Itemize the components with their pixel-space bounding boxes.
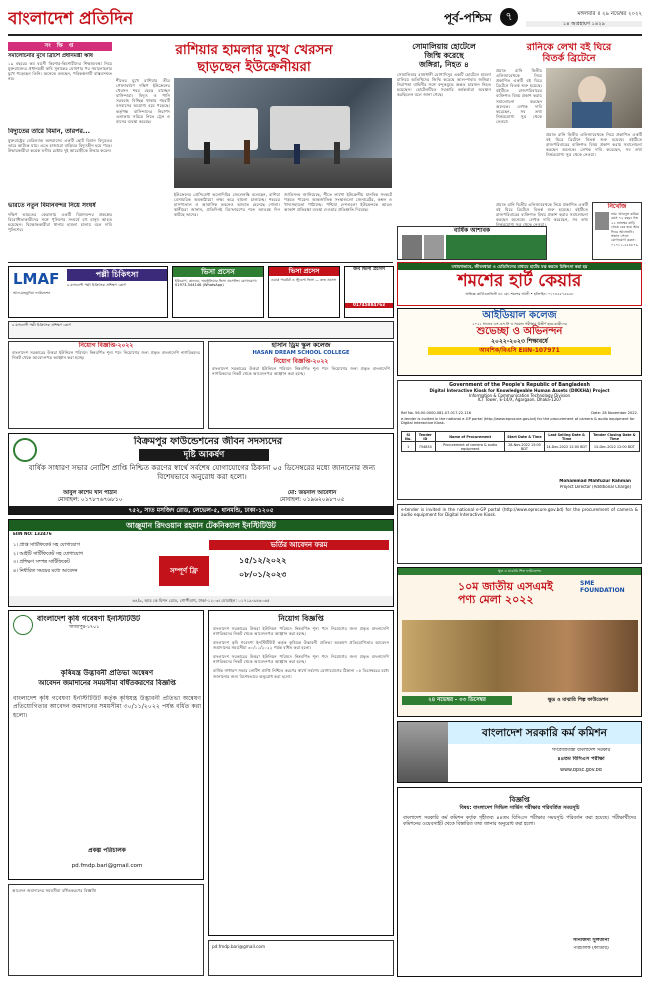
anjuman-step: ১। প্রাপ্ত সার্টিফিকেট সহ যোগাযোগ <box>13 543 80 548</box>
bikrampur-address: ৭৫২, সাত মসজিদ রোড, লেভেল-৫, ধানমন্ডি, ঢাকা-১২০৫ <box>9 506 393 515</box>
krishi-title: বাংলাদেশ কৃষি গবেষণা ইনস্টিটিউট <box>37 615 141 623</box>
bikrampur-name2: মো: জয়নাল আবেদীন <box>287 490 337 496</box>
anjuman-ad <box>8 519 394 607</box>
anniversary-photo <box>402 235 422 259</box>
anjuman-admit: ভর্তির আবেদন ফরম <box>209 540 389 550</box>
lead-text: ইউক্রেনের প্রেসিডেন্ট ভলোদিমির জেলেনস্কি বলেছেন, রাশিয়া বেসামরিক অবকাঠামো লক্ষ্য করে হামলা চালাচ্ছে। শহরের হাসপাতাল ও আবাসিক ভবনেও আঘাত হেনেছে গোলা। স্থানীয়রা জানান, প্রতিদিনই বিস্ফোরণের শব্দে আতঙ্কে দিন কাটছে তাদের। <box>174 192 280 218</box>
krishi-signatory: প্রকল্প পরিচালক <box>88 847 126 854</box>
anjuman-date2: ০৮/০১/২০২৩ <box>239 570 287 579</box>
school-title-en: HASAN DREAM SCHOOL COLLEGE <box>252 349 350 356</box>
gov-title: Government of the People's Republic of Bangladesh <box>449 383 590 388</box>
job-notice-title: নিয়োগ বিজ্ঞপ্তি <box>278 614 324 623</box>
psc-photo <box>398 722 448 782</box>
psc-banner <box>397 721 642 783</box>
sme-logo: SME FOUNDATION <box>580 580 625 595</box>
psc-text: বাংলাদেশ সরকারি কর্ম কমিশন কর্তৃক গৃহীতব্য ৪৪তম বিসিএস পরীক্ষার সময়সূচি পরিবর্তন করা হয়েছে। পরীক্ষার্থীদের কমিশনের ওয়েবসাইট থেকে বিস্তারিত তথ্য জানার অনুরোধ করা হলো। <box>403 816 636 828</box>
gov-signatory-title: Project Director (Additional Charge) <box>559 485 631 489</box>
gov-cell: 754834 <box>415 442 435 452</box>
gov-col: Sl No. <box>402 432 416 442</box>
bottom-left-ad <box>8 884 204 976</box>
recruitment-text: বাংলাদেশ সরকারের উত্তরা ইউনিয়ন পরিষদে নিম্নবর্ণিত শূন্য পদে নিয়োগের জন্য প্রকৃত বাংলাদেশি নাগরিকদের নিকট থেকে আবেদনপত্র আহ্বান করা হচ্ছে। <box>12 350 200 361</box>
section-rule <box>8 262 393 263</box>
visa-title: ভিসা প্রসেস <box>173 267 263 277</box>
psc-web: www.bpsc.gov.bd <box>560 768 602 773</box>
school-text: বাংলাদেশ সরকারের উত্তরা ইউনিয়ন পরিষদে নিম্নবর্ণিত শূন্য পদে নিয়োগের জন্য প্রকৃত বাংলাদেশি নাগরিকদের নিকট থেকে আবেদনপত্র আহ্বান করা হচ্ছে। <box>212 365 390 376</box>
job-notice-text-2: বাংলাদেশ কৃষি গবেষণা ইনস্টিটিউট কর্তৃক কৃষিযন্ত্র উদ্ভাবনী প্রতিভা অন্বেষণ প্রতিযোগিতার আবেদন জমাদানের সময়সীমা ৩০/১১/২০২২ পর্যন্ত বর্ধিত করা হলো। <box>213 640 389 651</box>
brief-headline: বিদ্যুতের তারে বিমান, তারপর... <box>8 128 90 135</box>
krishi-notice <box>8 610 204 880</box>
section-title: পূর্ব-পশ্চিম <box>444 11 492 25</box>
queen-text-2: প্রয়াত রানি দ্বিতীয় এলিজাবেথকে নিয়ে প্রকাশিত একটি বই ঘিরে ব্রিটেনে বিতর্ক শুরু হয়েছে। বইটিতে রাজপরিবারের ব্যক্তিগত বিষয় প্রকাশ করায় সমালোচনা করছেন অনেকে। লেখক দাবি করেছেন, সব তথ্য নির্ভরযোগ্য সূত্র থেকে নেওয়া। <box>546 132 642 158</box>
psc-title: বাংলাদেশ সরকারি কর্ম কমিশন <box>448 722 641 744</box>
somalia-headline-line3: জঙ্গিরা, নিহত ৪ <box>419 60 469 69</box>
queen-headline-line1: রানিকে লেখা বই ঘিরে <box>526 42 612 53</box>
brief-headline: ভারতে নতুন বিমানবন্দর নিয়ে সংঘর্ষ <box>8 202 96 209</box>
somalia-text: সোমালিয়ার রাজধানী মোগাদিসুর একটি হোটেলে হামলা চালিয়ে অতিথিদের জিম্মি করেছে আল-শাবাব জঙ্গিরা। নিরাপত্তা বাহিনীর সঙ্গে বন্দুকযুদ্ধে অন্তত চারজন নিহত হয়েছেন। হোটেলটিতে সরকারি কর্মকর্তারা অবস্থান করছিলেন বলে জানা গেছে। <box>397 72 491 98</box>
psc-notice <box>397 787 642 977</box>
anniversary-banner <box>446 235 546 259</box>
lead-story <box>116 38 392 258</box>
queen-text-3: প্রয়াত রানি দ্বিতীয় এলিজাবেথকে নিয়ে প্রকাশিত একটি বই ঘিরে ব্রিটেনে বিতর্ক শুরু হয়েছে। বইটিতে রাজপরিবারের ব্যক্তিগত বিষয় প্রকাশ করায় সমালোচনা করছেন অনেকে। লেখক দাবি করেছেন, সব তথ্য নির্ভরযোগ্য সূত্র থেকে নেওয়া। <box>496 202 588 228</box>
bikrampur-phone2: মোবাইল: ০১৯৬২০৯৮৭০৫ <box>279 497 345 503</box>
somalia-headline-line1: সোমালিয়ায় হোটেলে <box>412 42 476 51</box>
gov-cell: 1 <box>402 442 416 452</box>
anjuman-title: আঞ্জুমান রিদওয়ান রহমান টেকনিক্যাল ইনস্টিটিউট <box>9 520 393 531</box>
visa-ad <box>172 266 264 318</box>
gov-col: Start Date & Time <box>505 432 544 442</box>
bikrampur-phone1: মোবাইল: ০১৭৮৭৬৭৬৮১০ <box>57 497 123 503</box>
gov-cell: 14-Dec-2022 12:00 BDT <box>544 442 589 452</box>
classified-text: ৬ মাসব্যাপী পল্লী চিকিৎসক প্রশিক্ষণ কোর্স <box>12 323 71 327</box>
school-recruit: নিয়োগ বিজ্ঞপ্তি-২০২২ <box>273 357 329 365</box>
anjuman-step: ২। আইটি সার্টিফিকেট সহ যোগাযোগ <box>13 551 83 557</box>
queen-text: প্রয়াত রানি দ্বিতীয় এলিজাবেথকে নিয়ে প্রকাশিত একটি বই ঘিরে ব্রিটেনে বিতর্ক শুরু হয়েছে। বইটিতে রাজপরিবারের ব্যক্তিগত বিষয় প্রকাশ করায় সমালোচনা করছেন অনেকে। লেখক দাবি করেছেন, সব তথ্য নির্ভরযোগ্য সূত্র থেকে নেওয়া। <box>496 68 542 124</box>
school-title: হাসান ড্রিম স্কুল কলেজ <box>271 341 331 349</box>
anjuman-steps <box>13 542 163 576</box>
heart-care-ad <box>397 262 642 306</box>
gov-signatory: Mohammad Mahfuzur Rahman <box>559 479 631 483</box>
job-visa-title: জব ভিসা প্রসেস <box>353 267 385 272</box>
heart-sub: অভিজ্ঞ কার্ডিওলজিস্ট ডা. মো. শমশের আলী • হটলাইন: ০১৭৪৫৫৭৫৬৫৮ <box>465 292 574 296</box>
visa-text: ইউরোপ, কানাডা, অস্ট্রেলিয়ার ভিসা প্রসেসিং। যোগাযোগ: 01973-544146 (WhatsApp) <box>175 279 258 288</box>
visa2-ad <box>268 266 340 318</box>
anjuman-full: সম্পূর্ণ ফ্রি <box>159 556 209 586</box>
school-ad <box>208 341 394 429</box>
sme-title: ১০ম জাতীয় এসএমই পণ্য মেলা ২০২২ <box>458 580 553 606</box>
bikrampur-sub: দৃষ্টি আকর্ষণ <box>139 449 269 461</box>
anjuman-eiin: EIIN NO: 132476 <box>13 532 52 536</box>
ideal-congrats: শুভেচ্ছা ও অভিনন্দন <box>476 326 563 338</box>
job-visa-ad <box>344 266 394 318</box>
krishi-email: pd.fmdp.bari@gmail.com <box>71 863 143 869</box>
brief-text: ১৯ বছরের কম বয়সী কিশোর-কিশোরীদের শিক্ষাব্যবস্থা নিয়ে যুক্তরাজ্যের প্রধানমন্ত্রী ঋষি সুনাকের ঘোষণার পর সমালোচনার মুখে পড়েছেন তিনি। অনেকে বলছেন, পরিকল্পনাটি বাস্তবসম্মত নয়। <box>8 61 112 82</box>
job-notice-center <box>208 610 394 936</box>
masthead <box>8 5 642 35</box>
job-visa-phone: 01745884763 <box>345 303 393 308</box>
gov-col: Tender Closing Date & Time <box>589 432 639 442</box>
gov-sub: Digital Interactive Kiosk for Knowledgeable Human Assets (DIKKHA) Project <box>429 387 610 393</box>
gov-notice: e-tender is invited in the national e-GP portal (http://www.eprocure.gov.bd) for the procurement of camera & audio equipment for Digital Interactive Kiosk. <box>401 417 635 426</box>
psc-subject: বিষয়: বাংলাদেশ সিভিল সার্ভিস পরীক্ষার পরিবর্তিত সময়সূচি <box>459 805 580 812</box>
gov-cell: Procurement of camera & audio equipment <box>435 442 504 452</box>
gov-table-row <box>402 442 640 452</box>
palli-sub: ৬ মাসব্যাপী পল্লী চিকিৎসক প্রশিক্ষণ কোর্স <box>67 283 126 287</box>
psc-signatory-title: পরিচালক (ক্যাডার) <box>573 946 609 951</box>
anjuman-step: ৪। নির্ধারিত সময়ের মধ্যে আবেদন <box>13 568 78 574</box>
page-number: ৭ <box>500 8 518 26</box>
queen-photo <box>546 68 642 128</box>
lead-headline-line1: রাশিয়ার হামলার মুখে খেরসন <box>175 42 333 58</box>
anjuman-address: ৬৪/৯, আর কে মিশন রোড, গোপীবাগ, ঢাকা-১২০৩। মোবাইল: ০১৭১৯-৯৪৬০৬৫ <box>9 596 393 606</box>
gov-dept: Information & Communication Technology Division <box>468 392 571 398</box>
gov-ref: Ref No. 56.00.0000.081.07.017.22.116 <box>401 411 472 415</box>
visa2-text: ওয়ার্ক পারমিট ও স্টুডেন্ট ভিসা — দ্রুত প্রসেস <box>271 278 337 282</box>
job-notice-text-3: বাংলাদেশ সরকারের উত্তরা ইউনিয়ন পরিষদে নিম্নবর্ণিত শূন্য পদে নিয়োগের জন্য প্রকৃত বাংলাদেশি নাগরিকদের নিকট থেকে আবেদনপত্র আহ্বান করা হচ্ছে। <box>213 654 389 665</box>
psc-notice-heading: বিজ্ঞপ্তি <box>509 796 530 804</box>
lmaf-sub: আল-মাহমুদিয়া ফাউন্ডেশন <box>13 291 51 295</box>
newspaper-logo: বাংলাদেশ প্রতিদিন <box>8 9 134 29</box>
gov-col: Last Selling Date & Time <box>544 432 589 442</box>
heart-title: শমশের হার্ট কেয়ার <box>457 271 582 291</box>
krishi-notice-heading: কৃষিযন্ত্র উদ্ভাবনী প্রতিভা অন্বেষণ <box>60 669 154 677</box>
recruitment-notice <box>8 341 204 429</box>
date-line: মঙ্গলবার ॥ ২৯ নভেম্বর ২০২২ <box>577 11 642 17</box>
gov-tender <box>397 380 642 500</box>
brief-headline: সমালোচনার মুখে ব্রিটিশ প্রধানমন্ত্রী ঋষি <box>8 53 93 59</box>
missing-person-box <box>592 202 642 260</box>
classified-strip <box>8 321 394 339</box>
briefs-kicker: সং ক্ষি প্ত <box>8 42 112 51</box>
anjuman-step: ৩। প্রশিক্ষণ সম্পন্ন সার্টিফিকেট <box>13 560 70 565</box>
queen-headline <box>496 42 642 64</box>
bikrampur-notice <box>8 433 394 515</box>
krishi-text: বাংলাদেশ কৃষি গবেষণা ইনস্টিটিউট কর্তৃক কৃষিযন্ত্র উদ্ভাবনী প্রতিভা অন্বেষণ প্রতিযোগিতার আবেদন জমাদানের সময়সীমা ৩০/১১/২০২২ পর্যন্ত বর্ধিত করা হলো। <box>13 695 201 719</box>
queen-headline-line2: বিতর্ক ব্রিটেনে <box>542 53 596 64</box>
psc-signatory: সানজিদা সুলতানা <box>572 938 610 943</box>
lead-text: জাতিসংঘ জানিয়েছে, শীতে লাখো ইউক্রেনীয় মানবিক সংকটে পড়তে পারেন। আন্তর্জাতিক সংস্থাগুলো জেনারেটর, কম্বল ও খাদ্যসহায়তা পাঠাচ্ছে। পশ্চিমা দেশগুলো ইউক্রেনকে আরও আকাশ প্রতিরক্ষা ব্যবস্থা দেওয়ার প্রতিশ্রুতি দিয়েছে। <box>284 192 392 213</box>
anjuman-date1: ১৫/১২/২০২২ <box>239 556 287 565</box>
missing-photo <box>595 212 609 230</box>
missing-title: নিখোঁজ <box>607 203 627 210</box>
sme-venue: ক্ষুদ্র ও মাঝারি শিল্প ফাউন্ডেশন <box>547 697 609 703</box>
somalia-headline <box>397 42 491 69</box>
lmaf-logo: LMAF <box>13 271 60 288</box>
anniversary-title: বার্ষিক আশাবক <box>453 227 491 234</box>
center-bottom-text: pd.fmdp.bari@gmail.com <box>212 944 266 949</box>
gov-col: Tender ID <box>415 432 435 442</box>
krishi-logo <box>13 615 33 635</box>
recruitment-heading: নিয়োগ বিজ্ঞপ্তি-২০২২ <box>78 342 134 349</box>
gov-col: Name of Procurement <box>435 432 504 442</box>
bikrampur-logo <box>13 438 37 462</box>
lead-text: শীতের মুখে রাশিয়ার তীব্র গোলাবর্ষণে দক্ষিণ ইউক্রেনের খেরসন শহর ছেড়ে যাচ্ছেন বাসিন্দারা। বিদ্যুৎ ও পানি সরবরাহ বিচ্ছিন্ন থাকায় শহরটি বসবাসের অযোগ্য হয়ে পড়েছে। কর্তৃপক্ষ বাসিন্দাদের নিরাপদ এলাকায় সরিয়ে নিতে ট্রেন ও বাসের ব্যবস্থা করেছে। <box>116 78 170 124</box>
sme-fair-ad <box>397 567 642 717</box>
bottom-left-text: আবেদন জমাদানের সময়সীমা বর্ধিতকরণের বিজ্ঞপ্তি <box>12 888 97 893</box>
krishi-notice-heading2: আবেদন জমাদানের সময়সীমা বর্ধিতকরণের বিজ্ঞপ্তি <box>38 679 176 687</box>
bikrampur-name1: আবুল কাশেম খান পাঠান <box>63 490 117 496</box>
gov-addr: ICT Tower, E-14/X, Agargaon, Dhaka-1207 <box>477 397 562 403</box>
ideal-session: ২০২২-২০২৩ শিক্ষাবর্ষে <box>491 338 548 346</box>
lead-headline-line2: ছাড়ছেন ইউক্রেনীয়রা <box>197 59 311 75</box>
gov-tender-2-text: e-tender is invited in the national e-GP portal (http://www.eprocure.gov.bd) for the procurement of camera & audio equipment for Digital Interactive Kiosk. <box>401 507 638 518</box>
psc-sub: গণপ্রজাতন্ত্রী বাংলাদেশ সরকার <box>551 748 611 753</box>
anniversary-ad <box>397 226 547 260</box>
lead-headline <box>116 42 392 76</box>
ideal-eiin: আবশিক/বিএসি EIIN-107971 <box>428 347 611 354</box>
brief-text: যুক্তরাষ্ট্রের মেরিল্যান্ড অঙ্গরাজ্যে একটি ছোট বিমান বিদ্যুতের তারে আটকে যায়। এতে হাজারো বাড়িঘর বিদ্যুৎহীন হয়ে পড়ে। উদ্ধারকারীরা কয়েক ঘণ্টার চেষ্টায় দুই আরোহীকে উদ্ধার করেন। <box>8 138 112 154</box>
palli-title: পল্লী চিকিৎসা <box>67 269 167 281</box>
masthead-rule <box>8 34 642 36</box>
gov-cell: 15-Dec-2022 12:00 BDT <box>589 442 639 452</box>
sme-header: ক্ষুদ্র ও মাঝারি শিল্প ফাউন্ডেশন <box>398 568 641 575</box>
briefs-column <box>8 42 112 250</box>
brief-text: দক্ষিণ ভারতের কেরালায় একটি বিমানবন্দর প্রকল্পের বিরোধিতাকারীদের সঙ্গে পুলিশের সংঘর্ষে বহু মানুষ আহত হয়েছেন। বিক্ষোভকারীরা থানায় হামলা চালায় বলে দাবি পুলিশের। <box>8 212 112 233</box>
ideal-line: ২০২২ সালের এস.এস.সি ও সমমান পরীক্ষায় উত্তীর্ণ ছাত্র-ছাত্রীদের <box>472 322 567 326</box>
visa2-title: ভিসা প্রসেস <box>269 267 339 276</box>
krishi-sub: গাজীপুর-১৭০১ <box>69 625 100 630</box>
lmaf-ad <box>8 266 168 318</box>
sme-date: ২৪ নভেম্বর - ০৩ ডিসেম্বর <box>402 696 512 705</box>
missing-text: নাম: আবদুল করিম। বয়স ৭২ বছর। গত ২২ নভেম্বর বাড়ি থেকে বের হয়ে আর ফিরে আসেননি। সন্ধান পেলে যোগাযোগ করুন: ০১৭১১-২৫৪৮৭৯ <box>611 212 640 247</box>
gov-tender-2 <box>397 504 642 564</box>
lead-photo-refugees <box>174 78 392 188</box>
bikrampur-title: বিক্রমপুর ফাউন্ডেশনের জীবন সদস্যদের <box>133 436 283 447</box>
job-notice-text: বাংলাদেশ সরকারের উত্তরা ইউনিয়ন পরিষদে নিম্নবর্ণিত শূন্য পদে নিয়োগের জন্য প্রকৃত বাংলাদেশি নাগরিকদের নিকট থেকে আবেদনপত্র আহ্বান করা হচ্ছে। <box>213 625 389 636</box>
gov-table <box>401 431 640 452</box>
ideal-title: আইডিয়াল কলেজ <box>482 310 557 321</box>
ideal-college-ad <box>397 308 642 376</box>
somalia-headline-line2: জিম্মি করেছে <box>424 51 464 60</box>
gov-date: Date: 28 November 2022. <box>591 411 638 415</box>
job-notice-text-4: বার্ষিক সাধারণ সভার নোটিশ প্রাপ্তি নিশ্চিত করণের স্বার্থে সর্বশেষ যোগাযোগের ঠিকানা ০৫ ডিসেম্বরের মধ্যে জানানোর জন্য বিশেষভাবে অনুরোধ করা হলো। <box>213 668 389 679</box>
date-bangla: ১৪ অগ্রহায়ণ ১৪২৯ <box>526 21 642 27</box>
heart-kicker: যথাযথভাবে, জীবনধারা ও মেডিসিনের মাধ্যমে হার্টের যত্ন করতে চিকিৎসা করা হয় <box>398 263 641 270</box>
center-bottom-ad <box>208 940 394 976</box>
gov-table-header <box>402 432 640 442</box>
psc-exam: ৪৪তম বিসিএস পরীক্ষা <box>557 756 605 762</box>
sme-photo-collage <box>402 620 638 692</box>
bikrampur-text: বার্ষিক সাধারণ সভার নোটিশ প্রাপ্তি নিশ্চিত করণের স্বার্থে সর্বশেষ যোগাযোগের ঠিকানা ০৫ ডিসেম্বরের মধ্যে জানানোর জন্য বিশেষভাবে অনুরোধ করা হলো। <box>28 463 376 481</box>
anniversary-photo <box>424 235 444 259</box>
gov-cell: 28-Nov-2022 15:00 BDT <box>505 442 544 452</box>
